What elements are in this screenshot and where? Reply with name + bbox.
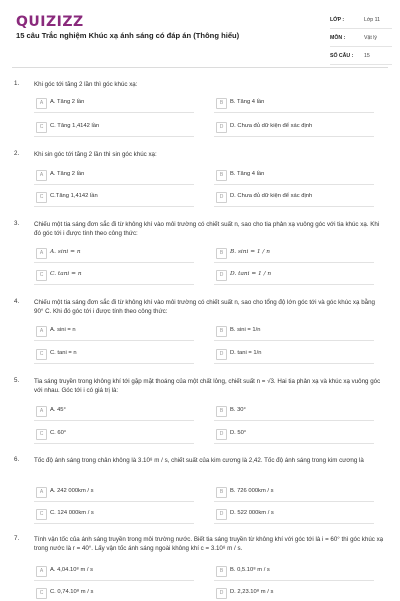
- option-underline: [34, 523, 194, 524]
- question-text: Tính vận tốc của ánh sáng truyền trong môi trường nước. Biết tia sáng truyền từ không khí với góc tới là i = 60° thì góc khúc xạ trong nước là r = 40°. Lấy vận tốc ánh sáng ngoài không khí c = 3.10⁸ m / s.: [34, 536, 384, 552]
- option-underline: [214, 262, 374, 263]
- option-text: C. Tăng 1,4142 lần: [50, 123, 100, 129]
- question-number: 2.: [14, 150, 20, 157]
- option-underline: [214, 206, 374, 207]
- option-text: A. 45°: [50, 407, 66, 413]
- option-underline: [34, 262, 194, 263]
- question-text: Tốc độ ánh sáng trong chân không là 3.10⁸ m / s, chiết suất của kim cương là 2,42. Tốc độ ánh sáng trong kim cương là: [34, 457, 364, 464]
- option-letter-box: D: [216, 509, 227, 520]
- option-letter-box: A: [36, 170, 47, 181]
- option-letter-box: C: [36, 588, 47, 599]
- question-number: 3.: [14, 220, 20, 227]
- option-text: C. 124 000km / s: [50, 510, 94, 516]
- option-text: C. tani = n: [50, 271, 82, 277]
- option-underline: [214, 420, 374, 421]
- question-text: Chiếu một tia sáng đơn sắc đi từ không khí vào môi trường có chiết suất n, sao cho tổng độ lớn góc tới và góc khúc xạ bằng 90° C. Khi đó góc tới i được tính theo công thức:: [34, 299, 375, 315]
- option-text: D. Chưa đủ dữ kiện để xác định: [230, 193, 313, 199]
- option-text: B. 30°: [230, 407, 246, 413]
- option-letter-box: B: [216, 326, 227, 337]
- option-text: A. Tăng 2 lần: [50, 171, 85, 177]
- option-text: C. tani = n: [50, 350, 77, 356]
- document-header: [0, 0, 400, 70]
- option-letter-box: B: [216, 406, 227, 417]
- page-title: 15 câu Trắc nghiệm Khúc xạ ánh sáng có đáp án (Thông hiểu): [16, 31, 240, 40]
- option-text: A. 4,04.10⁸ m / s: [50, 567, 94, 573]
- option-underline: [34, 501, 194, 502]
- meta-value: Vật lý: [364, 35, 377, 41]
- question-number: 6.: [14, 456, 20, 463]
- option-text: D. tani = 1 / n: [230, 271, 272, 277]
- option-letter-box: D: [216, 349, 227, 360]
- option-letter-box: D: [216, 122, 227, 133]
- option-text: B. sini = 1/n: [230, 327, 261, 333]
- option-text: D. Chưa đủ dữ kiện để xác định: [230, 123, 313, 129]
- option-text: D. 50°: [230, 430, 247, 436]
- meta-key: SỐ CÂU :: [330, 53, 354, 59]
- option-letter-box: B: [216, 170, 227, 181]
- quizizz-logo: QUIZIZZ: [16, 14, 84, 30]
- option-letter-box: A: [36, 248, 47, 259]
- option-underline: [34, 580, 194, 581]
- option-letter-box: C: [36, 270, 47, 281]
- option-text: B. 726 000km / s: [230, 488, 274, 494]
- option-letter-box: C: [36, 192, 47, 203]
- meta-row-subject: [330, 29, 392, 47]
- option-underline: [34, 284, 194, 285]
- option-letter-box: A: [36, 326, 47, 337]
- option-underline: [214, 184, 374, 185]
- option-underline: [214, 501, 374, 502]
- option-text: A. 242 000km / s: [50, 488, 94, 494]
- option-letter-box: C: [36, 429, 47, 440]
- option-letter-box: C: [36, 122, 47, 133]
- option-letter-box: B: [216, 566, 227, 577]
- option-text: B. Tăng 4 lần: [230, 99, 265, 105]
- option-underline: [214, 284, 374, 285]
- option-letter-box: A: [36, 487, 47, 498]
- option-letter-box: B: [216, 248, 227, 259]
- question-number: 4.: [14, 298, 20, 305]
- option-text: B. Tăng 4 lần: [230, 171, 265, 177]
- meta-key: LỚP :: [330, 17, 345, 23]
- question-text: Tia sáng truyền trong không khí tới gặp mặt thoáng của một chất lỏng, chiết suất n = √3. Hai tia phản xạ và khúc xạ vuông góc với nhau. Góc tới i có giá trị là:: [34, 378, 381, 394]
- option-letter-box: C: [36, 349, 47, 360]
- question-number: 5.: [14, 377, 20, 384]
- option-underline: [34, 206, 194, 207]
- option-underline: [34, 340, 194, 341]
- question-text: Khi góc tới tăng 2 lần thì góc khúc xạ:: [34, 81, 138, 88]
- option-letter-box: A: [36, 98, 47, 109]
- option-underline: [214, 443, 374, 444]
- option-underline: [34, 136, 194, 137]
- option-text: B. 0,5.10⁸ m / s: [230, 567, 270, 573]
- meta-table: [330, 11, 392, 65]
- option-letter-box: B: [216, 98, 227, 109]
- header-divider: [12, 67, 388, 68]
- meta-row-count: [330, 47, 392, 65]
- option-underline: [34, 420, 194, 421]
- option-text: B. sini = 1 / n: [230, 249, 270, 255]
- option-underline: [214, 523, 374, 524]
- question-number: 1.: [14, 80, 20, 87]
- option-underline: [34, 112, 194, 113]
- option-underline: [34, 184, 194, 185]
- option-underline: [214, 363, 374, 364]
- meta-value: Lớp 11: [364, 17, 380, 23]
- meta-key: MÔN :: [330, 35, 346, 41]
- option-underline: [214, 340, 374, 341]
- option-text: C. 60°: [50, 430, 67, 436]
- option-letter-box: C: [36, 509, 47, 520]
- option-text: A. sini = n: [50, 249, 81, 255]
- option-underline: [34, 443, 194, 444]
- option-underline: [214, 112, 374, 113]
- option-text: C. 0,74.10⁸ m / s: [50, 589, 94, 595]
- option-letter-box: D: [216, 588, 227, 599]
- option-letter-box: D: [216, 429, 227, 440]
- option-text: A. sini = n: [50, 327, 76, 333]
- meta-value: 15: [364, 53, 370, 59]
- option-text: D. 522 000km / s: [230, 510, 274, 516]
- question-text: Chiếu một tia sáng đơn sắc đi từ không khí vào môi trường có chiết suất n, sao cho tia phản xạ vuông góc với tia khúc xạ. Khi đó góc tới i được tính theo công thức:: [34, 221, 380, 237]
- meta-row-class: [330, 11, 392, 29]
- option-text: D. tani = 1/n: [230, 350, 262, 356]
- option-text: C.Tăng 1,4142 lần: [50, 193, 98, 199]
- option-underline: [214, 580, 374, 581]
- option-letter-box: A: [36, 406, 47, 417]
- option-underline: [214, 136, 374, 137]
- question-text: Khi sin góc tới tăng 2 lần thì sin góc khúc xạ:: [34, 151, 157, 158]
- option-letter-box: D: [216, 270, 227, 281]
- question-number: 7.: [14, 535, 20, 542]
- option-letter-box: D: [216, 192, 227, 203]
- option-letter-box: A: [36, 566, 47, 577]
- option-text: D. 2,23.10⁸ m / s: [230, 589, 274, 595]
- option-text: A. Tăng 2 lần: [50, 99, 85, 105]
- option-letter-box: B: [216, 487, 227, 498]
- option-underline: [34, 363, 194, 364]
